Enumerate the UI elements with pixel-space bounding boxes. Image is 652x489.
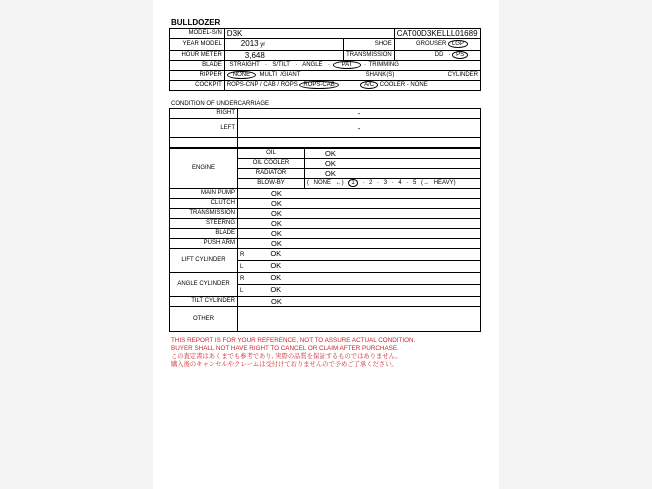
blowby-heavy: (→ HEAVY): [421, 180, 456, 186]
engine-label: ENGINE: [170, 149, 238, 189]
ripper-none: NONE: [227, 71, 256, 79]
trans-sep: ·: [448, 52, 451, 58]
component-value: OK: [238, 239, 481, 249]
left-label: LEFT: [170, 119, 238, 138]
angle-r-value: OK: [270, 273, 282, 282]
ripper-label: RIPPER: [170, 71, 225, 81]
angle-l-label: L: [240, 288, 244, 294]
blade-dot-1: ·: [265, 62, 268, 68]
blade-dot-3: ·: [327, 62, 330, 68]
ripper-giant: /GIANT: [280, 72, 301, 78]
right-label: RIGHT: [170, 109, 238, 119]
trans-dd: DD: [434, 52, 444, 58]
component-value: OK: [238, 199, 481, 209]
page-title: BULLDOZER: [171, 18, 221, 27]
cockpit-ac: A/C: [360, 81, 378, 89]
spec-table: [169, 28, 481, 91]
spacer-cell: [238, 138, 481, 148]
component-label: PUSH ARM: [170, 239, 238, 249]
cockpit-ropscab: ROPS-CAB: [299, 81, 338, 89]
blade-trimming: TRIMMING: [368, 62, 399, 68]
lift-cylinder-label: LIFT CYLINDER: [170, 249, 238, 273]
cockpit-cooler: COOLER - NONE: [379, 82, 428, 88]
blade-stilt: S/TILT: [272, 62, 290, 68]
blowby-none: ( NONE ←): [307, 180, 344, 186]
hour-label: HOUR METER: [170, 51, 225, 61]
component-label: STEERNG: [170, 219, 238, 229]
component-label: BLADE: [170, 229, 238, 239]
angle-cylinder-label: ANGLE CYLINDER: [170, 273, 238, 297]
component-label: CLUTCH: [170, 199, 238, 209]
trans-ps: PS: [452, 51, 468, 59]
year-unit: yr: [260, 42, 266, 48]
other-label: OTHER: [170, 307, 238, 332]
shoe-label: SHOE: [343, 39, 394, 51]
year-label: YEAR MODEL: [170, 39, 225, 51]
grouser-label: GROUSER: [415, 41, 447, 47]
other-value: [238, 307, 481, 332]
transmission-label: TRANSMISSION: [343, 51, 394, 61]
oil-label: OIL: [238, 149, 305, 159]
blade-dot-4: ·: [364, 62, 367, 68]
disclaimer-line-1: THIS REPORT IS FOR YOUR REFERENCE, NOT TO ASSURE ACTUAL CONDITION.: [171, 337, 416, 344]
blade-dot-2: ·: [295, 62, 298, 68]
lift-l-label: L: [240, 264, 244, 270]
blowby-selected: 1: [348, 179, 357, 187]
component-label: MAIN PUMP: [170, 189, 238, 199]
component-value: OK: [238, 229, 481, 239]
angle-r-label: R: [240, 276, 245, 282]
component-label: TRANSMISSION: [170, 209, 238, 219]
disclaimer-line-4: 購入後のキャンセルやクレームは受付けておりませんので予めご了承ください。: [171, 361, 398, 368]
angle-l-value: OK: [270, 285, 282, 294]
lift-l-value: OK: [270, 261, 282, 270]
disclaimer-line-3: この査定書はあくまでも参考であり, 実際の品質を保証するものではありません。: [171, 353, 402, 360]
spacer-cell: [170, 138, 238, 148]
left-value: -: [238, 119, 481, 138]
tilt-cylinder-label: TILT CYLINDER: [170, 297, 238, 307]
serial-value: CAT00D3KELLL01689: [394, 29, 480, 39]
oilcooler-value: OK: [305, 159, 481, 169]
inspection-table: [169, 148, 481, 332]
ripper-shank: SHANK(S): [365, 72, 395, 78]
blowby-scale: · 2 · 3 · 4 · 5: [362, 180, 417, 186]
ripper-multi: MULTI: [259, 72, 278, 78]
blade-straight: STRAIGHT: [229, 62, 260, 68]
model-label: MODEL-S/N: [170, 29, 225, 39]
tilt-value: OK: [238, 297, 481, 307]
undercarriage-table: [169, 108, 481, 148]
year-value: 2013: [240, 39, 259, 48]
blade-pat: PAT: [333, 61, 362, 69]
blowby-label: BLOW-BY: [238, 179, 305, 189]
ripper-cylinder: CYLINDER: [447, 72, 478, 78]
radiator-label: RADIATOR: [238, 169, 305, 179]
right-value: -: [238, 109, 481, 119]
component-value: OK: [238, 219, 481, 229]
oil-value: OK: [305, 149, 481, 159]
oilcooler-label: OIL COOLER: [238, 159, 305, 169]
blade-angle: ANGLE: [302, 62, 323, 68]
shoe-value: LGP: [448, 40, 468, 48]
radiator-value: OK: [305, 169, 481, 179]
model-value: D3K: [224, 29, 394, 39]
component-value: OK: [238, 209, 481, 219]
cockpit-text: ROPS-CNP / CAB / ROPS: [226, 82, 298, 88]
component-value: OK: [238, 189, 481, 199]
cockpit-label: COCKPIT: [170, 81, 225, 91]
lift-r-value: OK: [270, 249, 282, 258]
lift-r-label: R: [240, 252, 245, 258]
blade-label: BLADE: [170, 61, 225, 71]
disclaimer-line-2: BUYER SHALL NOT HAVE RIGHT TO CANCEL OR CLAIM AFTER PURCHASE.: [171, 345, 399, 352]
undercarriage-title: CONDITION OF UNDERCARRIAGE: [171, 101, 270, 107]
hour-value: 3,648: [224, 51, 343, 61]
